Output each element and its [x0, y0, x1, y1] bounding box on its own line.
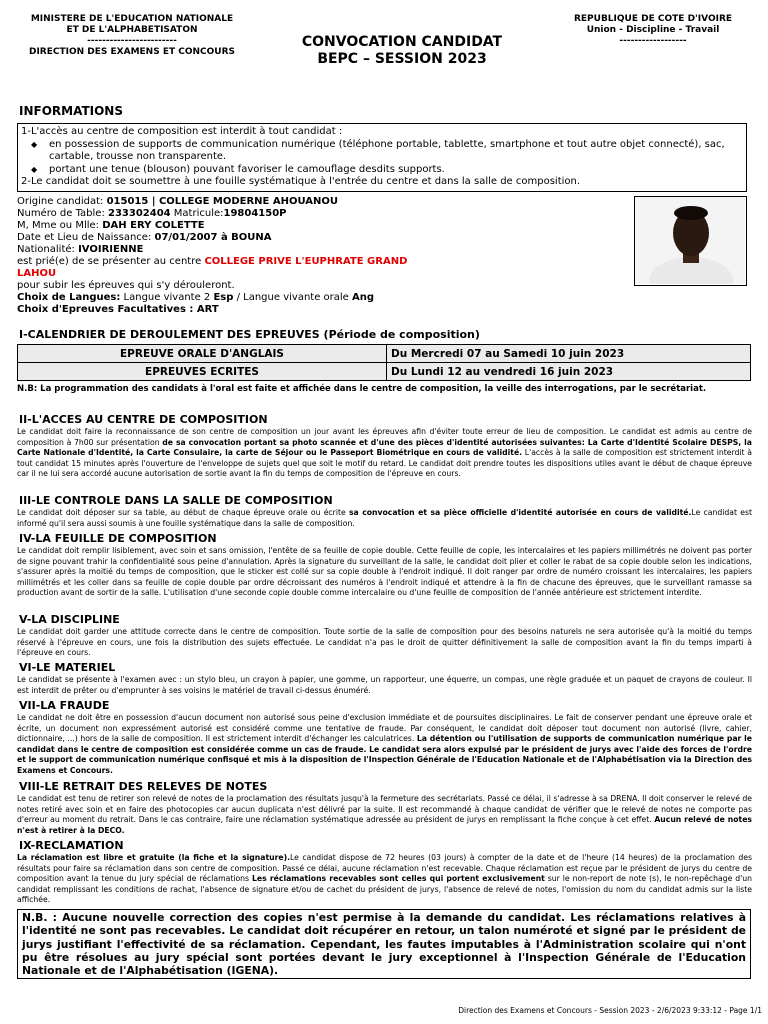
- claim-text-a: La réclamation est libre et gratuite (la fiche et la signature).: [17, 853, 291, 862]
- ministry-header: [8, 14, 256, 58]
- matricule-value: 19804150P: [223, 208, 287, 219]
- language-row: [17, 292, 627, 304]
- section-sheet-title: IV-LA FEUILLE DE COMPOSITION: [19, 532, 217, 545]
- calendar-epreuve-cell: EPREUVE ORALE D'ANGLAIS: [18, 345, 387, 363]
- info-line-1: 1-L'accès au centre de composition est interdit à tout candidat :: [21, 126, 343, 137]
- access-text-c: L'accès à la salle de composition est strictement interdit à tout candidat 15 minutes après l'ouverture de l'enveloppe de sujets quel que soit le motif du retard. Le candidat doit prendre toutes les dispositions utiles avant le début de chaque épreuve car il ne lui sera accordé aucune autorisation de sortie avant la fin du temps de composition de l'épreuve en cours.: [17, 448, 752, 479]
- fraud-text-b: La détention ou l'utilisation de supports de communication numérique par le candidat dans le centre de composition est considérée comme un cas de fraude. Le candidat sera alors expulsé par le président de jurys avec l'aide des forces de l'ordre et le support de communication numérique confisqué et mis à la disposition de l'Inspection Générale de l'Education Nationale et de l'Alphabétisation via la Direction des Examens et Concours.: [17, 734, 752, 775]
- direction-line: DIRECTION DES EXAMENS ET CONCOURS: [28, 47, 236, 57]
- center-text: est prié(e) de se présenter au centre: [17, 256, 205, 267]
- section-access-text: [17, 427, 752, 480]
- republic-separator: ------------------: [619, 36, 687, 46]
- name-row: [17, 220, 627, 232]
- title-line-2: BEPC – SESSION 2023: [317, 51, 487, 67]
- informations-box: [17, 123, 747, 192]
- transcript-text-b: Aucun relevé de notes n'est à retirer à la DECO.: [17, 815, 753, 835]
- ministry-separator: ------------------------: [87, 36, 177, 46]
- section-control-text: [17, 508, 752, 529]
- table-row: [18, 363, 751, 381]
- control-text-a: Le candidat doit déposer sur sa table, au début de chaque épreuve orale ou écrite: [17, 508, 349, 517]
- section-calendar-title: I-CALENDRIER DE DEROULEMENT DES EPREUVES (Période de composition): [19, 328, 480, 341]
- table-row: [18, 345, 751, 363]
- language-label: Choix de Langues:: [17, 292, 121, 303]
- section-transcript-text: [17, 794, 752, 836]
- control-text-b: sa convocation et sa pièce officielle d'identité autorisée en cours de validité.: [348, 508, 692, 517]
- optional-row: [17, 304, 627, 316]
- ministry-line: ET DE L'ALPHABETISATON: [66, 25, 198, 35]
- origin-value: 015015 | COLLEGE MODERNE AHOUANOU: [106, 196, 339, 207]
- control-text-c: Le candidat est informé qu'il sera aussi soumis à une fouille systématique dans la salle de composition.: [17, 508, 752, 528]
- language-text-2: / Langue vivante orale: [233, 292, 353, 303]
- section-fraud-text: [17, 713, 752, 777]
- section-fraud-title: VII-LA FRAUDE: [19, 699, 110, 712]
- matricule-label: Matricule:: [170, 208, 224, 219]
- section-transcript-title: VIII-LE RETRAIT DES RELEVES DE NOTES: [19, 780, 268, 793]
- section-access-title: II-L'ACCES AU CENTRE DE COMPOSITION: [19, 413, 268, 426]
- section-discipline-text: Le candidat doit garder une attitude correcte dans le centre de composition. Toute sortie de la salle de composition pour des besoins naturels ne sera autorisée qu'à la moitié du temps réservé à l'épreuve en cours, une fois la distribution des sujets effectuée. Le candidat n'a pas le droit de quitter définitivement la salle de composition avant la fin du temps imparti à l'épreuve en cours.: [17, 627, 752, 658]
- calendar-table: [17, 344, 751, 381]
- section-material-title: VI-LE MATERIEL: [19, 661, 116, 674]
- claim-text-b: Le candidat dispose de 72 heures (03 jours) à compter de la date et de l'heure (14 heures) de la proclamation des résultats pour faire sa réclamation dans son centre de composition. Passé ce délai, aucune réclamation n'est recevable. Chaque réclamation est reçue par le président de jurys du centre de composition avant la tenue du jury spécial de réclamations: [17, 853, 752, 884]
- name-label: M, Mme ou Mlle:: [17, 220, 103, 231]
- info-bullets: [21, 139, 746, 177]
- origin-row: [17, 196, 627, 208]
- final-note-box: N.B. : Aucune nouvelle correction des copies n'est permise à la demande du candidat. Les réclamations relatives à l'identité ne sont pas recevables. Le candidat doit récupérer en retour, un talon numéroté et signé par le président de jurys justifiant l'effectivité de sa réclamation. Cependant, les fautes imputables à l'Administration scolaire qui n'ont pu être résolues au jury spécial sont portées devant le jury exceptionnel à l'Inspection Générale de l'Education Nationale et de l'Alphabétisation (IGENA).: [17, 909, 751, 979]
- claim-text-d: sur le non-report de note (s), le non-repêchage d'un candidat remplissant les conditions de rachat, l'absence de signature et/ou de cachet du président de jurys, l'absence de relevé de notes, l'omission du nom du candidat admis sur la liste affichée.: [17, 874, 752, 905]
- nationality-value: IVOIRIENNE: [78, 244, 144, 255]
- table-row: [17, 208, 627, 220]
- calendar-epreuve-cell: EPREUVES ECRITES: [18, 363, 387, 381]
- birth-value: 07/01/2007 à BOUNA: [154, 232, 272, 243]
- info-bullet-1: ◆ en possession de supports de communication numérique (téléphone portable, tablette, smartphone et tout autre objet connecté), sac, cartable, trousse non transparente.: [45, 139, 746, 164]
- language-text-1: Langue vivante 2: [120, 292, 214, 303]
- transcript-text-a: Le candidat est tenu de retirer son relevé de notes de la proclamation des résultats jusqu'à la fermeture des secrétariats. Passé ce délai, il s'adresse à sa DRENA. Il doit conserver le relevé de notes retiré avec soin et en faire des photocopies car aucun duplicata n'est délivré par la suite. Il est recommandé à chaque candidat de vérifier que le relevé de notes ne comporte pas d'erreur au moment du retrait. Dans le cas contraire, faire une réclamation systématique adressée au président de jurys en remplissant la fiche conçue à cet effet.: [17, 794, 752, 825]
- language-oral: Ang: [352, 292, 375, 303]
- candidate-info: [17, 196, 627, 316]
- informations-title: INFORMATIONS: [19, 104, 123, 118]
- section-control-title: III-LE CONTROLE DANS LA SALLE DE COMPOSITION: [19, 494, 333, 507]
- optional-label: Choix d'Epreuves Facultatives :: [17, 304, 197, 315]
- access-text-b: de sa convocation portant sa photo scannée et d'une des pièces d'identité autorisées suivantes: La Carte d'Identité Scolaire DESPS, la Carte Nationale d'Identité, la Carte Consulaire, la carte de Séjour ou le Passeport Biométrique en cours de validité.: [17, 437, 752, 458]
- claim-text-c: Les réclamations recevables sont celles qui portent exclusivement: [252, 874, 545, 884]
- page-footer: Direction des Examens et Concours - Session 2023 - 2/6/2023 9:33:12 - Page 1/1: [458, 1006, 762, 1015]
- republic-header: [540, 14, 766, 47]
- candidate-photo-image: [635, 197, 745, 284]
- table-label: Numéro de Table:: [17, 208, 108, 219]
- info-bullet-2: ◆ portant une tenue (blouson) pouvant favoriser le camouflage desdits supports.: [45, 164, 746, 177]
- center-row: [17, 256, 437, 280]
- calendar-date-cell: Du Lundi 12 au vendredi 16 juin 2023: [387, 363, 751, 381]
- birth-row: [17, 232, 627, 244]
- exam-row: pour subir les épreuves qui s'y dérouleront.: [17, 280, 235, 291]
- calendar-note: N.B: La programmation des candidats à l'oral est faite et affichée dans le centre de composition, la veille des interrogations, par le secrétariat.: [17, 384, 707, 394]
- republic-line: REPUBLIQUE DE COTE D'IVOIRE: [573, 14, 733, 24]
- name-value: DAH ERY COLETTE: [102, 220, 205, 231]
- section-material-text: Le candidat se présente à l'examen avec : un stylo bleu, un crayon à papier, une gomme, un rapporteur, une équerre, un compas, une règle graduée et un paquet de crayons de couleur. Il est interdit de prêter ou d'emprunter à ses voisins le matériel de travail ci-dessus énuméré.: [17, 675, 752, 695]
- info-line-2: 2-Le candidat doit se soumettre à une fouille systématique à l'entrée du centre et dans la salle de composition.: [21, 176, 581, 187]
- title-line-1: CONVOCATION CANDIDAT: [301, 34, 503, 50]
- section-claim-text: [17, 853, 752, 906]
- nationality-row: [17, 244, 627, 256]
- candidate-photo: [634, 196, 747, 286]
- center-value: COLLEGE PRIVE L'EUPHRATE GRAND LAHOU: [17, 256, 408, 279]
- section-discipline-title: V-LA DISCIPLINE: [19, 613, 120, 626]
- access-text-a: Le candidat doit faire la reconnaissance de son centre de composition un jour avant les épreuves afin d'éviter toute erreur de lieu de composition. Le candidat est admis au centre de composition à 7h00 sur présentation: [17, 427, 752, 447]
- nationality-label: Nationalité:: [17, 244, 79, 255]
- optional-value: ART: [196, 304, 219, 315]
- motto-line: Union - Discipline - Travail: [586, 25, 720, 35]
- table-value: 233302404: [108, 208, 171, 219]
- section-claim-title: IX-RECLAMATION: [19, 839, 124, 852]
- calendar-date-cell: Du Mercredi 07 au Samedi 10 juin 2023: [387, 345, 751, 363]
- fraud-text-a: Le candidat ne doit être en possession d'aucun document non autorisé sous peine d'exclusion immédiate et de poursuites disciplinaires. Le fait de conserver pendant une épreuve orale et écrite, un document non expressément autorisé est considéré comme une tentative de fraude. Par conséquent, le candidat doit déposer tout document non autorisé (livre, cahier, dictionnaire, ...) hors de la salle de composition. Il est strictement interdit d'échanger les calculatrices.: [17, 713, 752, 744]
- origin-label: Origine candidat:: [17, 196, 107, 207]
- section-sheet-text: Le candidat doit remplir lisiblement, avec soin et sans omission, l'entête de sa feuille de copie double. Cette feuille de copie, les intercalaires et les papiers millimétrés ne doivent pas porter de signe pouvant trahir la confidentialité sous peine d'annulation. Après la signature du surveillant de la salle, le candidat doit plier et coller le rabat de sa copie double selon les indications, s'assurer après la moitié du temps de composition, que le sticker est collé sur sa copie double à l'endroit indiqué. Il doit ranger par ordre de numéro croissant les intercalaires, les papiers millimétrés et les coller dans sa feuille de copie double par ordre décroissant des numéros à l'endroit indiqué et attendre à la fin de chacune des épreuves, que le surveillant ramasse sa production avant de sortir de la salle. L'utilisation d'une seconde copie double comme intercalaire ou d'une feuille de composition de l'année antérieure est strictement interdite.: [17, 546, 752, 598]
- language-lv2: Esp: [213, 292, 234, 303]
- birth-label: Date et Lieu de Naissance:: [17, 232, 155, 243]
- ministry-line: MINISTERE DE L'EDUCATION NATIONALE: [30, 14, 234, 24]
- document-title: [262, 34, 542, 68]
